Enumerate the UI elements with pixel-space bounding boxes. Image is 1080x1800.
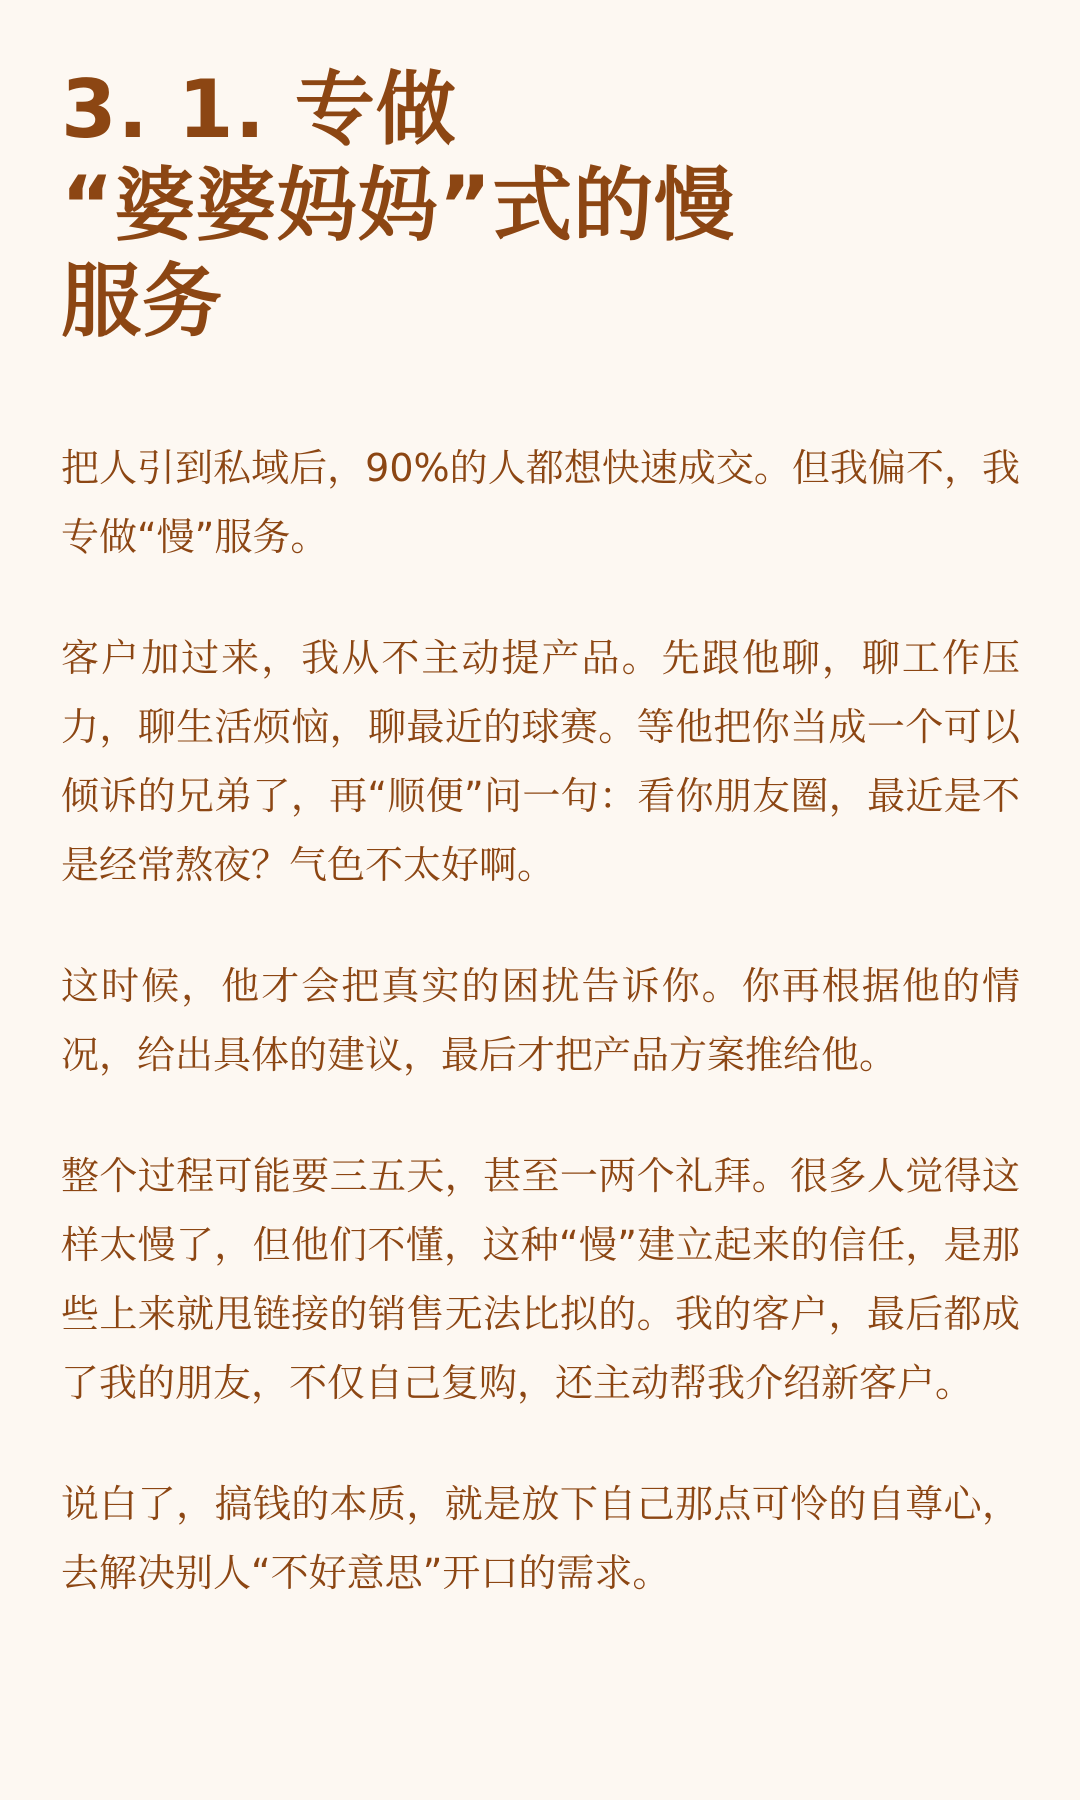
- section-title-line: “婆婆妈妈”式的慢: [61, 159, 736, 252]
- article-body: [61, 434, 1020, 1608]
- paragraph-trust: 整个过程可能要三五天，甚至一两个礼拜。很多人觉得这样太慢了，但他们不懂，这种“慢”建立起来的信任，是那些上来就甩链接的销售无法比拟的。我的客户，最后都成了我的朋友，不仅自己复购，还主动帮我介绍新客户。: [61, 1154, 1020, 1405]
- paragraph-chat-first: 客户加过来，我从不主动提产品。先跟他聊，聊工作压力，聊生活烦恼，聊最近的球赛。等他把你当成一个可以倾诉的兄弟了，再“顺便”问一句：看你朋友圈，最近是不是经常熬夜？气色不太好啊。: [61, 636, 1020, 887]
- paragraph-conclusion: 说白了，搞钱的本质，就是放下自己那点可怜的自尊心，去解决别人“不好意思”开口的需求。: [61, 1482, 1020, 1595]
- paragraph-intro: 把人引到私域后，90%的人都想快速成交。但我偏不，我专做“慢”服务。: [61, 446, 1020, 559]
- section-title-line: 服务: [61, 255, 223, 348]
- paragraph-advice: 这时候，他才会把真实的困扰告诉你。你再根据他的情况，给出具体的建议，最后才把产品方案推给他。: [61, 964, 1020, 1077]
- section-title: [61, 62, 1020, 350]
- section-title-line: 3. 1. 专做: [61, 63, 457, 156]
